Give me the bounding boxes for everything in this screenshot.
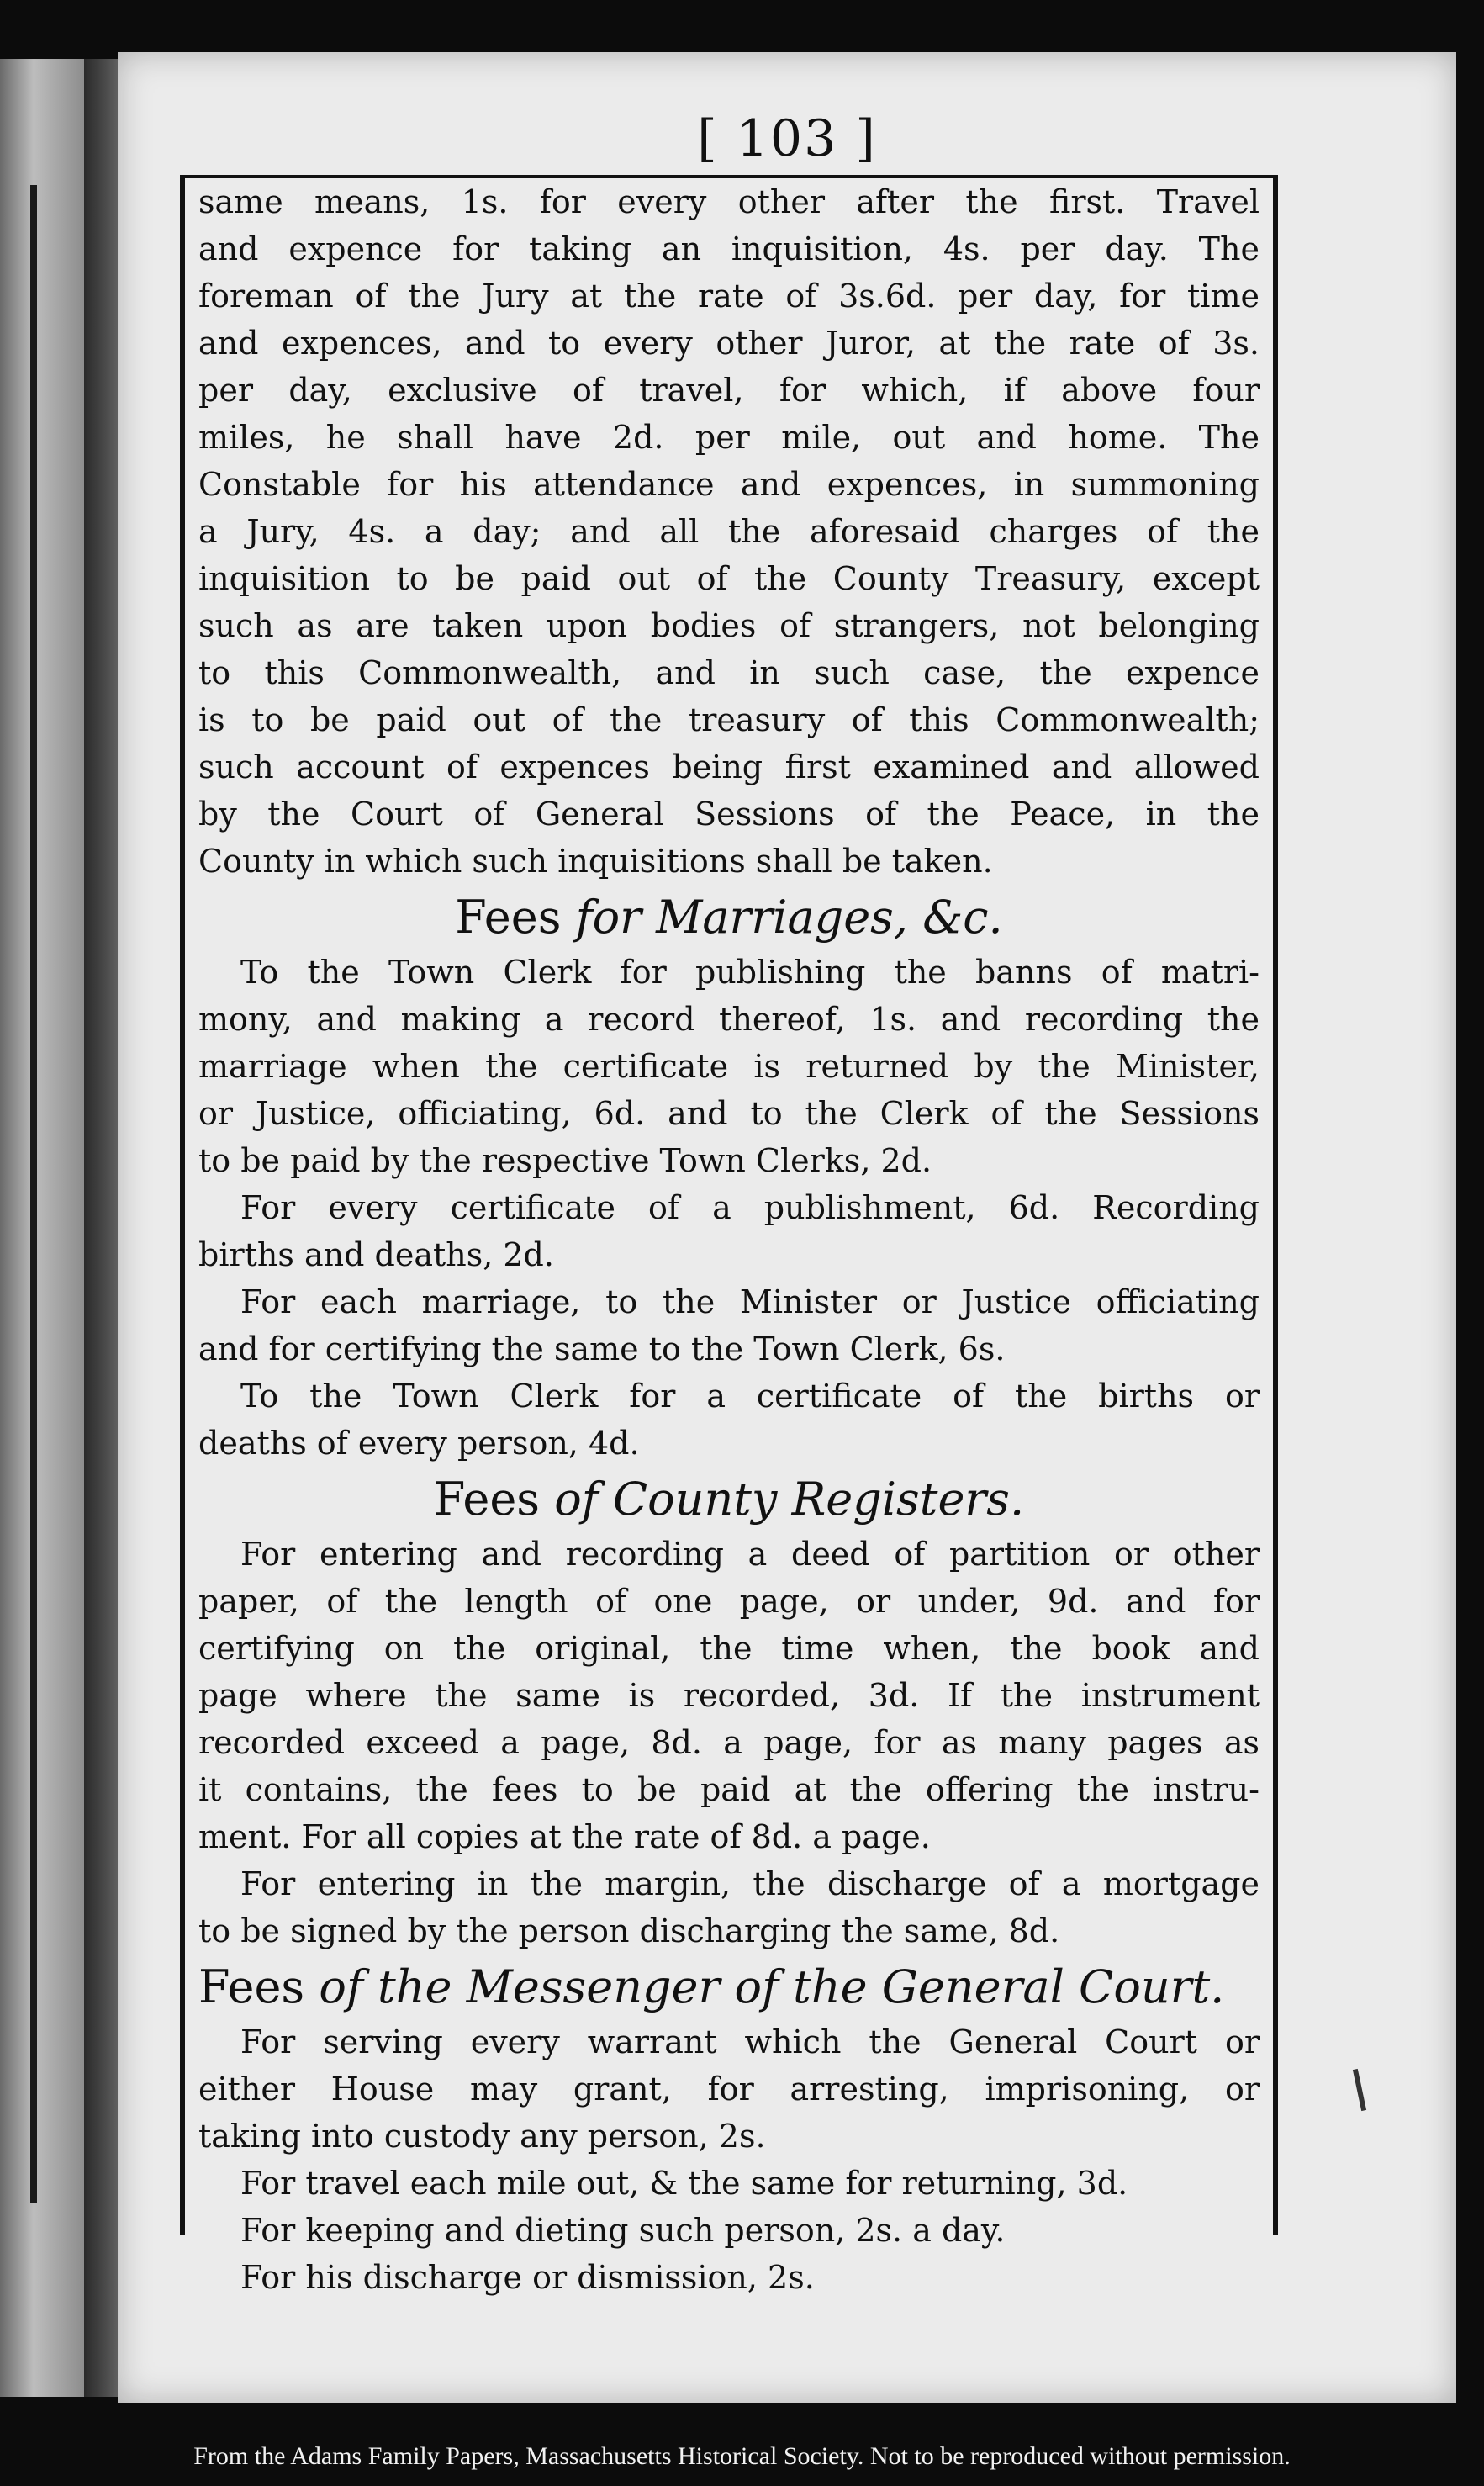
text-line: or Justice, officiating, 6d. and to the Clerk of the Sessions: [198, 1095, 1260, 1132]
text-line: For entering in the margin, the discharge of a mortgage: [240, 1865, 1260, 1902]
text-line: For serving every warrant which the General Court or: [240, 2023, 1260, 2060]
text-line: For each marriage, to the Minister or Justice officiating: [240, 1283, 1260, 1320]
text-line: and expences, and to every other Juror, at the rate of 3s.: [198, 325, 1260, 362]
text-line: either House may grant, for arresting, imprisoning, or: [198, 2071, 1260, 2108]
text-line: For entering and recording a deed of partition or other: [240, 1536, 1260, 1573]
text-line: marriage when the certificate is returned by the Minister,: [198, 1048, 1260, 1085]
text-line: miles, he shall have 2d. per mile, out and home. The: [198, 419, 1260, 456]
text-line: mony, and making a record thereof, 1s. and recording the: [198, 1001, 1260, 1038]
text-line: For keeping and dieting such person, 2s. a day.: [240, 2212, 1006, 2249]
text-line: To the Town Clerk for publishing the banns of matri-: [240, 954, 1260, 991]
text-line: County in which such inquisitions shall be taken.: [198, 843, 993, 880]
text-line: by the Court of General Sessions of the Peace, in the: [198, 796, 1260, 833]
text-line: inquisition to be paid out of the County Treasury, except: [198, 560, 1260, 597]
text-line: to be paid by the respective Town Clerks, 2d.: [198, 1142, 932, 1179]
page-number: [ 103 ]: [697, 109, 877, 168]
heading-fees-word: Fees: [198, 1960, 305, 2013]
text-line: certifying on the original, the time when, the book and: [198, 1630, 1260, 1667]
text-line: foreman of the Jury at the rate of 3s.6d. per day, for time: [198, 278, 1260, 315]
adjacent-page-rule: [0, 185, 37, 2203]
heading-title: for Marriages, &c.: [575, 891, 1003, 944]
text-line: per day, exclusive of travel, for which, if above four: [198, 372, 1260, 409]
text-line: deaths of every person, 4d.: [198, 1425, 640, 1462]
text-line: same means, 1s. for every other after the first. Travel: [198, 183, 1260, 220]
text-line: is to be paid out of the treasury of this Commonwealth;: [198, 701, 1260, 738]
text-line: it contains, the fees to be paid at the offering the instru-: [198, 1771, 1260, 1808]
heading-fees-messenger: [198, 1958, 1260, 2017]
text-line: To the Town Clerk for a certificate of the births or: [240, 1378, 1260, 1415]
heading-fees-marriages: [198, 888, 1260, 947]
text-line: such as are taken upon bodies of strangers, not belonging: [198, 607, 1260, 644]
text-line: paper, of the length of one page, or under, 9d. and for: [198, 1583, 1260, 1620]
text-line: page where the same is recorded, 3d. If the instrument: [198, 1677, 1260, 1714]
text-line: and for certifying the same to the Town Clerk, 6s.: [198, 1330, 1006, 1367]
heading-title: of the Messenger of the General Court.: [319, 1960, 1225, 2013]
text-line: and expence for taking an inquisition, 4s. per day. The: [198, 230, 1260, 267]
heading-title: of County Registers.: [554, 1473, 1025, 1526]
adjacent-page-edge: [0, 59, 84, 2397]
text-line: For travel each mile out, & the same for returning, 3d.: [240, 2165, 1128, 2202]
copyright-footer: From the Adams Family Papers, Massachusetts Historical Society. Not to be reproduced without permission.: [193, 2442, 1291, 2470]
text-line: Constable for his attendance and expences, in summoning: [198, 466, 1260, 503]
text-line: a Jury, 4s. a day; and all the aforesaid charges of the: [198, 513, 1260, 550]
text-line: recorded exceed a page, 8d. a page, for as many pages as: [198, 1724, 1260, 1761]
heading-fees-word: Fees: [433, 1473, 541, 1526]
heading-fees-word: Fees: [455, 891, 562, 944]
heading-fees-county-registers: [198, 1470, 1260, 1529]
text-line: ment. For all copies at the rate of 8d. a page.: [198, 1818, 931, 1855]
text-line: to this Commonwealth, and in such case, the expence: [198, 654, 1260, 691]
text-line: For his discharge or dismission, 2s.: [240, 2259, 815, 2296]
text-line: births and deaths, 2d.: [198, 1236, 554, 1273]
text-line: taking into custody any person, 2s.: [198, 2118, 766, 2155]
text-line: to be signed by the person discharging the same, 8d.: [198, 1912, 1060, 1949]
fee-schedule-text: [180, 175, 1278, 2296]
text-line: such account of expences being first examined and allowed: [198, 748, 1260, 785]
text-line: For every certificate of a publishment, 6d. Recording: [240, 1189, 1260, 1226]
